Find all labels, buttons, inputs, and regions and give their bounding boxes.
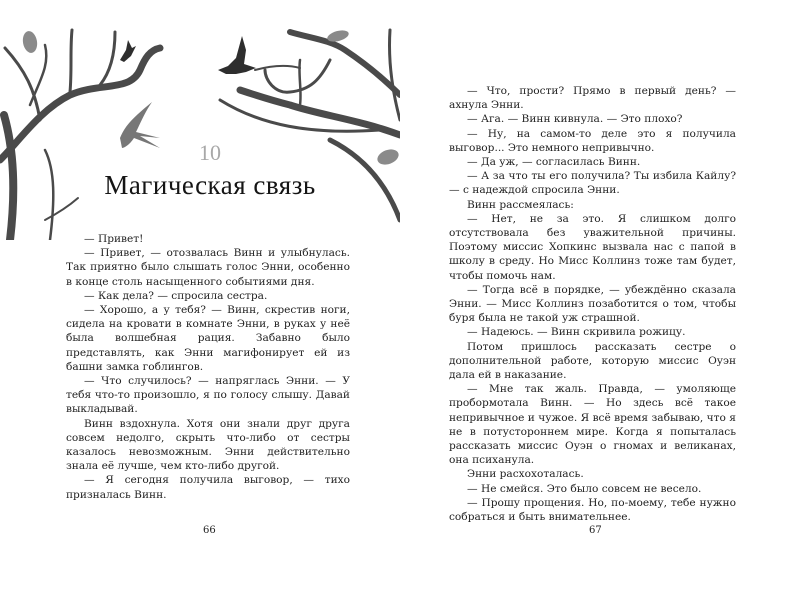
paragraph: Винн рассмеялась:	[467, 198, 574, 211]
paragraph: — Ну, на самом-то деле это я получила выговор... Это немного непривычно.	[449, 127, 736, 154]
chapter-title: Магическая связь	[104, 170, 316, 200]
paragraph: — Хорошо, а у тебя? — Винн, скрестив ноги, сидела на кровати в комнате Энни, в руках у неё была волшебная рация. Забавно было представлять, как Энни магифонирует ей из башни замка гоблингов.	[66, 304, 350, 373]
page-number: 66	[203, 525, 216, 536]
paragraph: — А за что ты его получила? Ты избила Кайлу? — с надеждой спросила Энни.	[449, 170, 736, 197]
paragraph: — Надеюсь. — Винн скривила рожицу.	[467, 326, 686, 339]
right-page-text	[449, 84, 736, 524]
paragraph: — Тогда всё в порядке, — убеждённо сказала Энни. — Мисс Коллинз позаботится о том, чтобы буря была не такой уж страшной.	[449, 283, 736, 325]
paragraph: — Нет, не за это. Я слишком долго отсутствовала без уважительной причины. Поэтому миссис Хопкинс вызвала нас с папой в школу в среду. Но Мисс Коллинз тоже там будет, чтобы помочь нам.	[449, 212, 736, 282]
page-number: 67	[589, 525, 602, 536]
paragraph: — Ага. — Винн кивнула. — Это плохо?	[467, 113, 683, 126]
paragraph: — Прошу прощения. Но, по-моему, тебе нужно собраться и быть внимательнее.	[449, 496, 736, 524]
paragraph: — Привет!	[84, 233, 144, 245]
paragraph: — Мне так жаль. Правда, — умоляюще пробормотала Винн. — Но здесь всё такое непривычное и чужое. Я всё время забываю, что я не в потустороннем мире. Когда я попыталась рассказать миссис Оуэн о гномах и великанах, она психанула.	[449, 383, 736, 467]
paragraph: Потом пришлось рассказать сестре о дополнительной работе, которую миссис Оуэн дала ей в наказание.	[449, 340, 736, 382]
paragraph: — Не смейся. Это было совсем не весело.	[467, 482, 702, 495]
paragraph: — Я сегодня получила выговор, — тихо призналась Винн.	[66, 474, 350, 501]
paragraph: — Привет, — отозвалась Винн и улыбнулась. Так приятно было слышать голос Энни, особенно в конце столь насыщенного событиями дня.	[66, 247, 350, 288]
paragraph: Энни расхохоталась.	[467, 468, 584, 481]
paragraph: — Как дела? — спросила сестра.	[84, 289, 268, 302]
chapter-illustration	[0, 20, 400, 240]
paragraph: Винн вздохнула. Хотя они знали друг друга совсем недолго, скрыть что-либо от сестры казалось невозможным. Энни действительно знала её лучше, чем кто-либо другой.	[66, 417, 350, 473]
paragraph: — Да уж, — согласилась Винн.	[467, 156, 641, 169]
paragraph: — Что случилось? — напряглась Энни. — У тебя что-то произошло, я по голосу слышу. Давай выкладывай.	[66, 375, 350, 416]
paragraph: — Что, прости? Прямо в первый день? — ахнула Энни.	[449, 85, 736, 112]
left-page-text	[66, 232, 350, 502]
chapter-number: 10	[199, 140, 221, 165]
tree-branch-icon	[0, 30, 400, 240]
